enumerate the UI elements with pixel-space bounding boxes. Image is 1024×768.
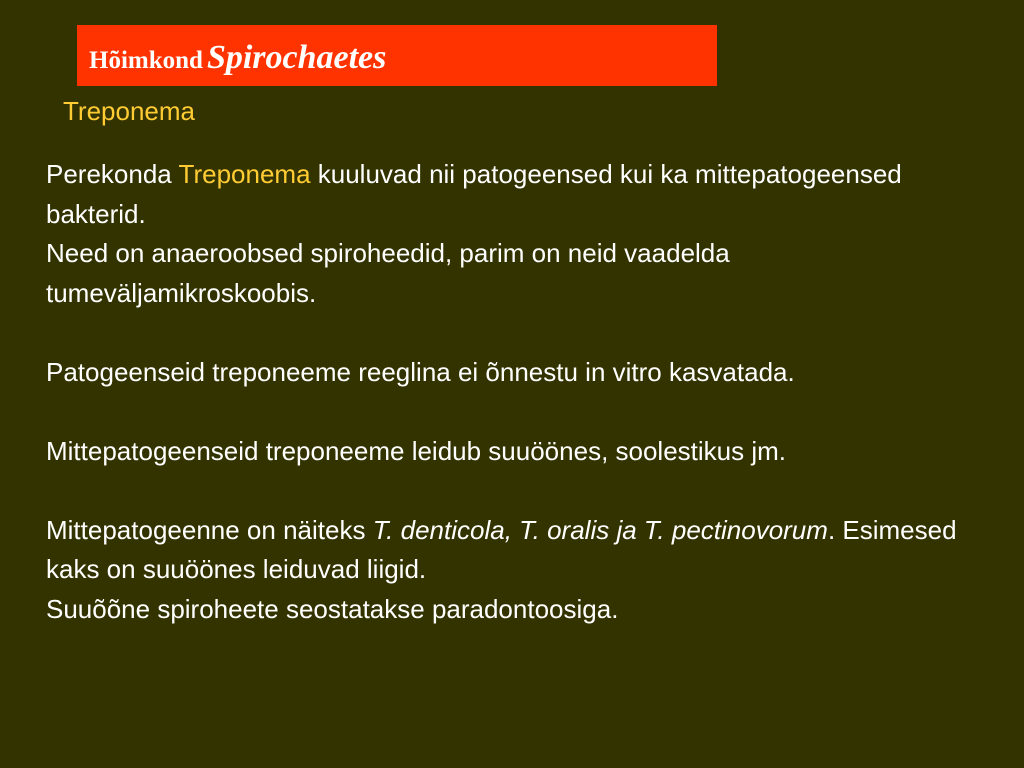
- paragraph-nonpathogenic: Mittepatogeenseid treponeeme leidub suuöönes, soolestikus jm.: [46, 435, 787, 466]
- paragraph-anaerobic: Need on anaeroobsed spiroheedid, parim on neid vaadelda tumeväljamikroskoobis.: [46, 238, 730, 308]
- species-list: T. denticola, T. oralis ja T. pectinovorum: [372, 514, 828, 545]
- paragraph-examples-pre: Mittepatogeenne on näiteks: [46, 514, 366, 545]
- genus-highlight: Treponema: [178, 159, 311, 189]
- paragraph-pathogenic: Patogeenseid treponeeme reeglina ei õnnestu in vitro kasvatada.: [46, 356, 795, 387]
- slide-body: [46, 155, 1006, 629]
- slide-title: [77, 25, 717, 86]
- title-italic-text: Spirochaetes: [206, 39, 387, 76]
- paragraph-spacer: [46, 392, 1006, 432]
- title-plain-text: Hõimkond: [89, 47, 203, 74]
- slide-subtitle: Treponema: [63, 96, 195, 126]
- paragraph-spacer: [46, 313, 1006, 353]
- paragraph-genus-pre: Perekonda: [46, 159, 172, 189]
- paragraph-examples-post: . Esimesed kaks on suuöönes leiduvad liigid.: [46, 514, 957, 584]
- paragraph-genus-post: kuuluvad nii patogeensed kui ka mittepatogeensed bakterid.: [46, 159, 902, 229]
- paragraph-genus: [46, 155, 1006, 234]
- paragraph-spacer: [46, 471, 1006, 511]
- paragraph-periodontosis: Suuõõne spiroheete seostatakse paradontoosiga.: [46, 593, 619, 624]
- paragraph-examples: [46, 511, 1006, 590]
